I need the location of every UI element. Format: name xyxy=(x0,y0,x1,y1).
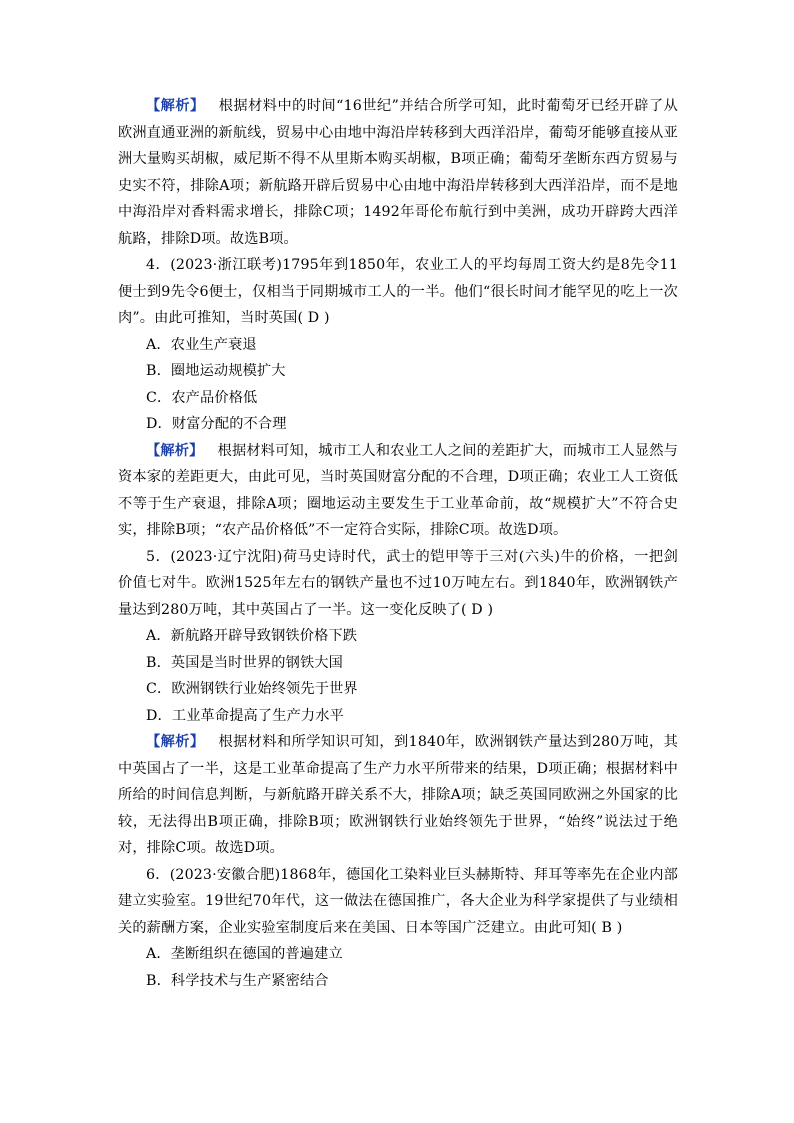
q4-analysis xyxy=(118,438,678,544)
q6-stem: 6．(2023·安徽合肥)1868年，德国化工染料业巨头赫斯特、拜耳等率先在企业内部建立实验室。19世纪70年代，这一做法在德国推广，各大企业为科学家提供了与业绩相关的薪酬方案，企业实验室制度后来在美国、日本等国广泛建立。由此可知( B ) xyxy=(118,866,678,936)
q5-stem: 5．(2023·辽宁沈阳)荷马史诗时代，武士的铠甲等于三对(六头)牛的价格，一把剑价值七对牛。欧洲1525年左右的钢铁产量也不过10万吨左右。到1840年，欧洲钢铁产量达到280万吨，其中英国占了一半。这一变化反映了( D ) xyxy=(118,548,678,618)
q6-option-b: B．科学技术与生产紧密结合 xyxy=(146,972,329,989)
q3-analysis xyxy=(118,93,678,252)
q4-option-b: B．圈地运动规模扩大 xyxy=(146,363,286,379)
q4-option-d: D．财富分配的不合理 xyxy=(146,416,287,432)
analysis-label: 【解析】 xyxy=(146,98,205,114)
q5-option-d: D．工业革命提高了生产力水平 xyxy=(146,707,344,724)
q5-option-a: A．新航路开辟导致钢铁价格下跌 xyxy=(146,628,358,644)
q5-option-c: C．欧洲钢铁行业始终领先于世界 xyxy=(146,681,358,697)
q4-option-c: C．农产品价格低 xyxy=(146,389,258,406)
q3-analysis-text: 根据材料中的时间“16世纪”并结合所学可知，此时葡萄牙已经开辟了从欧洲直通亚洲的新航线，贸易中心由地中海沿岸转移到大西洋沿岸，葡萄牙能够直接从亚洲大量购买胡椒，威尼斯不得不从里斯本购买胡椒，B项正确；葡萄牙垄断东西方贸易与史实不符，排除A项；新航路开辟后贸易中心由地中海沿岸转移到大西洋沿岸，而不是地中海沿岸对香料需求增长，排除C项；1492年哥伦布航行到中美洲，成功开辟跨大西洋航路，排除D项。故选B项。 xyxy=(118,98,678,247)
analysis-label: 【解析】 xyxy=(146,734,205,750)
q5-analysis-text: 根据材料和所学知识可知，到1840年，欧洲钢铁产量达到280万吨，其中英国占了一半，这是工业革命提高了生产力水平所带来的结果，D项正确；根据材料中所给的时间信息判断，与新航路开辟关系不大，排除A项；缺乏英国同欧洲之外国家的比较，无法得出B项正确，排除B项；欧洲钢铁行业始终领先于世界，“始终”说法过于绝对，排除C项。故选D项。 xyxy=(118,734,678,856)
analysis-label: 【解析】 xyxy=(146,442,204,459)
q5-option-b: B．英国是当时世界的钢铁大国 xyxy=(146,654,343,671)
q5-analysis xyxy=(118,729,678,862)
q4-analysis-text: 根据材料可知，城市工人和农业工人之间的差距扩大，而城市工人显然与资本家的差距更大，由此可见，当时英国财富分配的不合理，D项正确；农业工人工资低不等于生产衰退，排除A项；圈地运动主要发生于工业革命前，故“规模扩大”不符合史实，排除B项；“农产品价格低”不一定符合实际，排除C项。故选D项。 xyxy=(118,442,678,538)
page-content xyxy=(118,93,678,994)
q4-option-a: A．农业生产衰退 xyxy=(146,336,257,353)
q6-option-a: A．垄断组织在德国的普遍建立 xyxy=(146,946,343,962)
q4-stem: 4．(2023·浙江联考)1795年到1850年，农业工人的平均每周工资大约是8先令11便士到9先令6便士，仅相当于同期城市工人的一半。他们“很长时间才能罕见的吃上一次肉”。由此可推知，当时英国( D ) xyxy=(118,257,678,326)
